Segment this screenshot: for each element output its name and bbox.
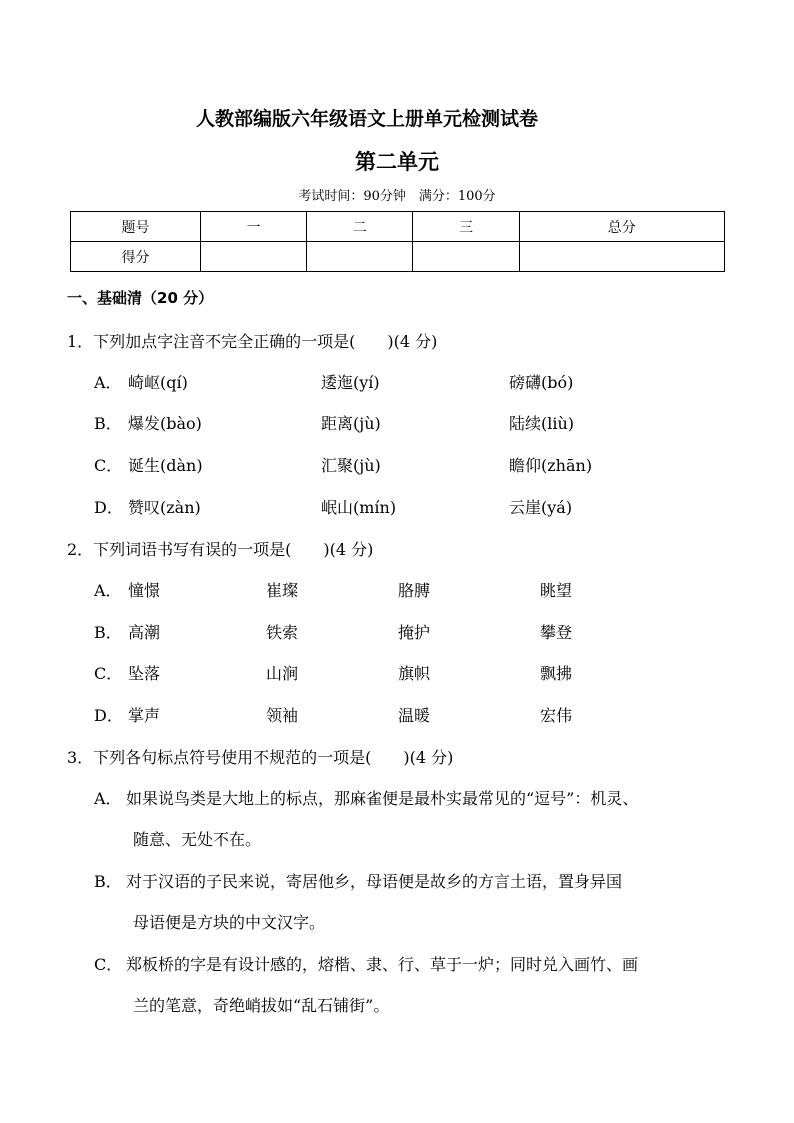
q2-option-item: 高潮 — [128, 623, 161, 642]
score-header-cell: 二 — [307, 212, 413, 242]
q3-option-label: A． — [94, 789, 122, 808]
q2-option-label: C． — [94, 664, 123, 683]
q3-option-label: B． — [94, 872, 122, 891]
unit-title: 第二单元 — [355, 149, 439, 174]
q3-option-line: 母语便是方块的中文汉字。 — [133, 913, 326, 932]
q3-option-label: C． — [94, 955, 123, 974]
score-blank-cell[interactable] — [307, 242, 413, 272]
q2-option-item: 掌声 — [128, 706, 161, 725]
q2-option-item: 胳膊 — [398, 581, 431, 600]
q2-option-item: 掩护 — [398, 623, 431, 642]
q2-option-item: 铁索 — [266, 623, 299, 642]
q1-option-label: A． — [94, 373, 122, 392]
q1-option-label: C． — [94, 456, 123, 475]
score-blank-cell[interactable] — [519, 242, 724, 272]
q1-option-item: 磅礴(bó) — [509, 373, 574, 392]
q1-option-item: 云崖(yá) — [509, 498, 573, 517]
q2-option-item: 温暖 — [398, 706, 431, 725]
q1-option-item: 逶迤(yí) — [321, 373, 380, 392]
score-blank-cell[interactable] — [413, 242, 519, 272]
question-2-stem: 2．下列词语书写有误的一项是( )(4 分) — [67, 540, 374, 559]
q2-option-item: 领袖 — [266, 706, 299, 725]
exam-info: 考试时间：90分钟 满分：100分 — [298, 189, 496, 204]
score-table-score-row — [71, 242, 725, 272]
q1-option-label: D． — [94, 498, 123, 517]
q3-option-line: 随意、无处不在。 — [133, 830, 262, 849]
q2-option-item: 坠落 — [128, 664, 161, 683]
score-row-label: 得分 — [71, 242, 201, 272]
q2-option-item: 眺望 — [540, 581, 573, 600]
score-header-cell: 题号 — [71, 212, 201, 242]
score-blank-cell[interactable] — [201, 242, 307, 272]
q1-option-item: 崎岖(qí) — [128, 373, 188, 392]
q1-option-item: 汇聚(jù) — [321, 456, 381, 475]
score-table — [70, 211, 725, 272]
question-1-stem: 1．下列加点字注音不完全正确的一项是( )(4 分) — [67, 332, 438, 351]
q2-option-item: 飘拂 — [540, 664, 573, 683]
q2-option-item: 崔璨 — [266, 581, 299, 600]
exam-title-text: 人教部编版六年级语文上册单元检测试卷 — [195, 108, 538, 130]
q3-option-line: 郑板桥的字是有设计感的，熔楷、隶、行、草于一炉；同时兑入画竹、画 — [126, 955, 639, 974]
q1-option-label: B． — [94, 414, 122, 433]
q2-option-item: 山涧 — [266, 664, 299, 683]
q2-option-label: B． — [94, 623, 122, 642]
score-header-cell: 三 — [413, 212, 519, 242]
q1-option-item: 陆续(liù) — [509, 414, 575, 433]
q1-option-item: 爆发(bào) — [128, 414, 202, 433]
q2-option-item: 宏伟 — [540, 706, 573, 725]
q1-option-item: 岷山(mín) — [321, 498, 397, 517]
exam-title — [0, 104, 794, 131]
section-heading: 一、基础清（20 分） — [67, 289, 214, 307]
q1-option-item: 诞生(dàn) — [128, 456, 203, 475]
q1-option-item: 瞻仰(zhān) — [509, 456, 593, 475]
q2-option-label: A． — [94, 581, 122, 600]
q3-option-line: 如果说鸟类是大地上的标点，那麻雀便是最朴实最常见的“逗号”：机灵、 — [126, 789, 639, 808]
q2-option-item: 憧憬 — [128, 581, 161, 600]
score-table-header-row — [71, 212, 725, 242]
score-header-cell: 总分 — [519, 212, 724, 242]
q2-option-item: 旗帜 — [398, 664, 431, 683]
q2-option-label: D． — [94, 706, 123, 725]
q1-option-item: 赞叹(zàn) — [128, 498, 201, 517]
q2-option-item: 攀登 — [540, 623, 573, 642]
score-header-cell: 一 — [201, 212, 307, 242]
question-3-stem: 3．下列各句标点符号使用不规范的一项是( )(4 分) — [67, 748, 454, 767]
q3-option-line: 对于汉语的子民来说，寄居他乡，母语便是故乡的方言土语，置身异国 — [126, 872, 623, 891]
q1-option-item: 距离(jù) — [321, 414, 381, 433]
q3-option-line: 兰的笔意，奇绝峭拔如“乱石铺街”。 — [133, 996, 390, 1015]
